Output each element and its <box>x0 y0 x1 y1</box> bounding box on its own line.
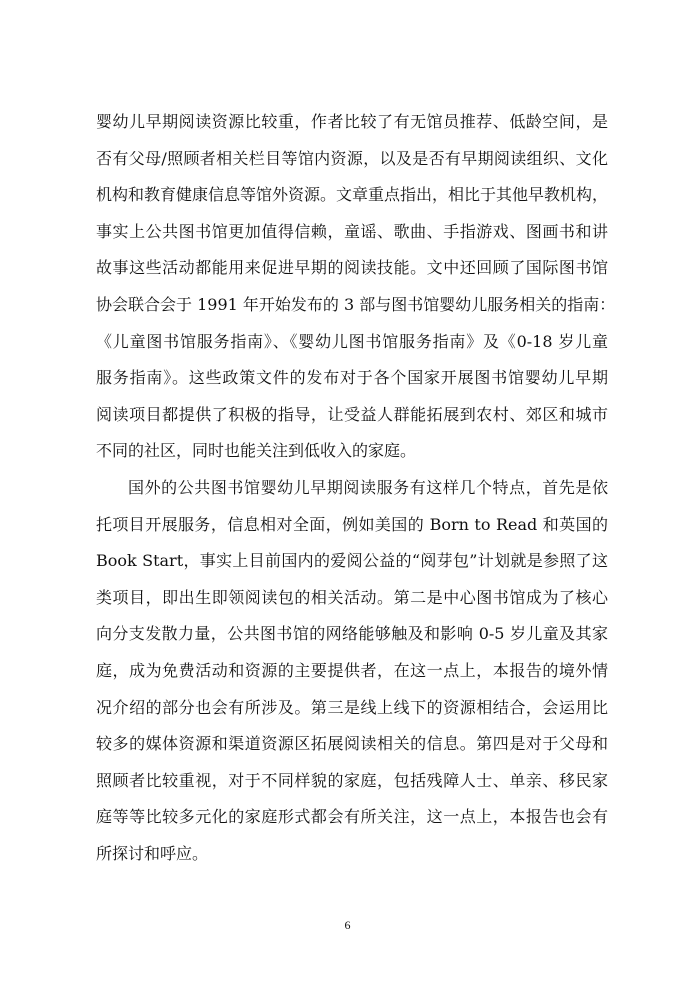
text-line: 婴幼儿早期阅读资源比较重，作者比较了有无馆员推荐、低龄空间，是 <box>96 112 608 131</box>
text-line: 庭，成为免费活动和资源的主要提供者，在这一点上，本报告的境外情 <box>96 660 608 680</box>
body-text <box>96 104 616 872</box>
text-line: 故事这些活动都能用来促进早期的阅读技能。文中还回顾了国际图书馆 <box>96 258 608 278</box>
text-line: 服务指南》。这些政策文件的发布对于各个国家开展图书馆婴幼儿早期 <box>96 368 608 388</box>
text-line: 况介绍的部分也会有所涉及。第三是线上线下的资源相结合，会运用比 <box>96 697 608 717</box>
paragraph-2 <box>96 470 608 873</box>
text-line: 不同的社区，同时也能关注到低收入的家庭。 <box>96 441 417 461</box>
text-line: 否有父母/照顾者相关栏目等馆内资源，以及是否有早期阅读组织、文化 <box>96 148 608 168</box>
text-line: 事实上公共图书馆更加值得信赖，童谣、歌曲、手指游戏、图画书和讲 <box>96 221 608 241</box>
text-line: 较多的媒体资源和渠道资源区拓展阅读相关的信息。第四是对于父母和 <box>96 734 608 754</box>
text-line: 所探讨和呼应。 <box>96 843 209 863</box>
text-line: 《儿童图书馆服务指南》、《婴幼儿图书馆服务指南》及《0-18 岁儿童 <box>96 331 608 351</box>
text-line: 类项目，即出生即领阅读包的相关活动。第二是中心图书馆成为了核心 <box>96 587 608 607</box>
paragraph-1 <box>96 104 616 470</box>
text-line: 托项目开展服务，信息相对全面，例如美国的 Born to Read 和英国的 <box>96 514 608 534</box>
text-line: 照顾者比较重视，对于不同样貌的家庭，包括残障人士、单亲、移民家 <box>96 770 608 790</box>
text-line: 机构和教育健康信息等馆外资源。文章重点指出，相比于其他早教机构， <box>96 185 609 205</box>
text-line: 庭等等比较多元化的家庭形式都会有所关注，这一点上，本报告也会有 <box>96 807 608 827</box>
text-line: 阅读项目都提供了积极的指导，让受益人群能拓展到农村、郊区和城市 <box>96 404 608 424</box>
text-line: 向分支发散力量，公共图书馆的网络能够触及和影响 0-5 岁儿童及其家 <box>96 624 608 644</box>
text-line: Book Start，事实上目前国内的爱阅公益的“阅芽包”计划就是参照了这 <box>96 551 608 571</box>
text-line: 国外的公共图书馆婴幼儿早期阅读服务有这样几个特点，首先是依 <box>128 477 608 497</box>
page-number: 6 <box>344 918 351 932</box>
text-line: 协会联合会于 1991 年开始发布的 3 部与图书馆婴幼儿服务相关的指南： <box>96 294 616 314</box>
